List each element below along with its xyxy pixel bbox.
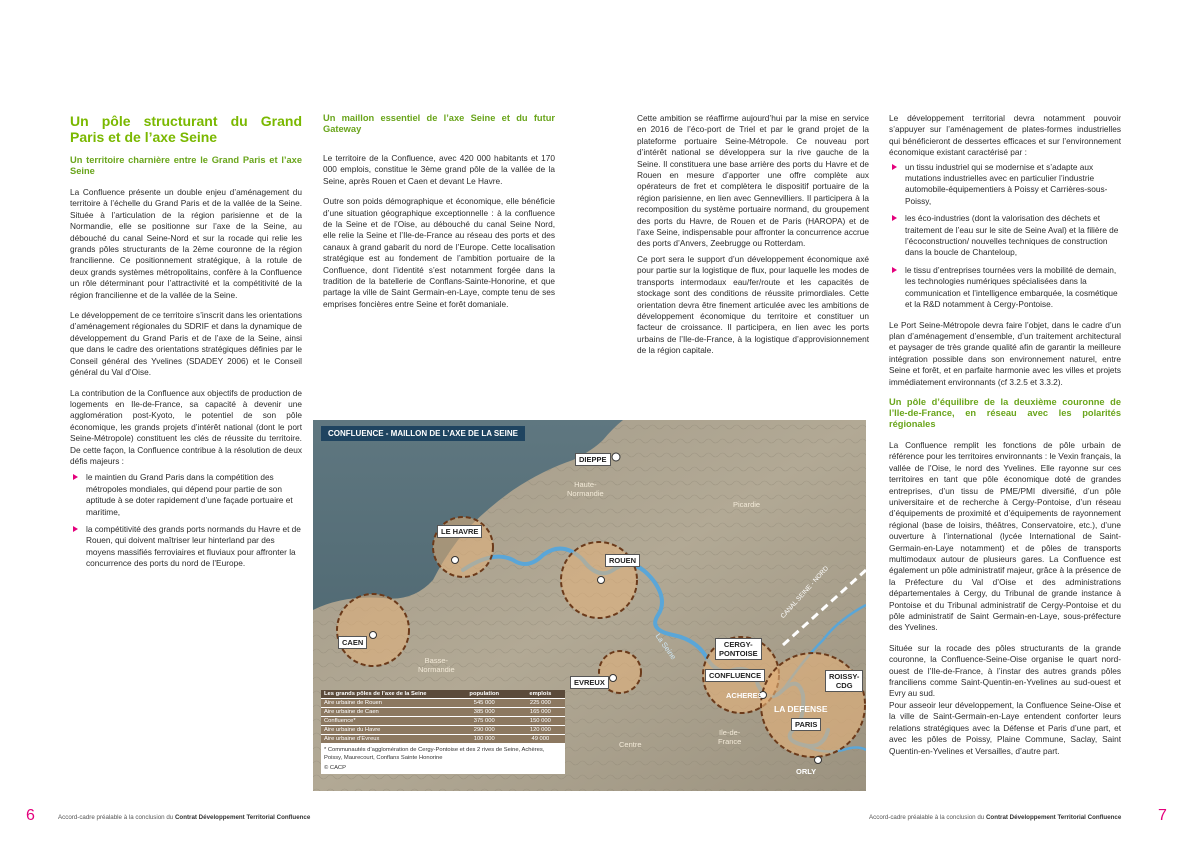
table-cell: Aire urbaine de Rouen — [321, 699, 453, 708]
table-row — [321, 699, 565, 708]
region-basse-normandie: Basse- Normandie — [418, 656, 455, 674]
map-figure — [313, 420, 866, 791]
bullet-list — [889, 162, 1121, 311]
section-subtitle: Un maillon essentiel de l’axe Seine et du futur Gateway — [323, 113, 555, 134]
table-cell: 150 000 — [516, 717, 565, 726]
page-number-right: 7 — [1158, 807, 1167, 824]
section-subtitle: Un pôle d’équilibre de la deuxième couronne de l’Ile-de-France, en réseau avec les polarités régionales — [889, 396, 1121, 429]
map-credit: © CACP — [321, 764, 565, 774]
bullet-list — [70, 472, 302, 569]
column-2 — [323, 113, 555, 319]
legend-header-population: population — [453, 690, 516, 699]
label-confluence: CONFLUENCE — [705, 669, 765, 682]
label-caen: CAEN — [338, 636, 367, 649]
paragraph: Le territoire de la Confluence, avec 420 000 habitants et 170 000 emplois, constitue le 3ème grand pôle de la vallée de la Seine, après Rouen et Caen et devant Le Havre. — [323, 153, 555, 186]
list-item: le maintien du Grand Paris dans la compétition des métropoles mondiales, qui dépend pour partie de son aptitude à se doter rapidement d’une façade portuaire et maritime, — [70, 472, 302, 518]
label-la-defense: LA DEFENSE — [774, 704, 828, 714]
table-row — [321, 708, 565, 717]
table-cell: 165 000 — [516, 708, 565, 717]
region-picardie: Picardie — [733, 500, 761, 509]
table-cell: Aire urbaine d’Evreux — [321, 735, 453, 744]
table-cell: 100 000 — [453, 735, 516, 744]
column-3 — [637, 113, 869, 366]
canal-label: CANAL SEINE - NORD — [779, 565, 831, 620]
table-cell: 385 000 — [453, 708, 516, 717]
paragraph: Le développement territorial devra notamment pouvoir s’appuyer sur l’aménagement de plates-formes industrielles qui bénéficieront de dessertes efficaces et sur l’environnement économique existant caractérisé par : — [889, 113, 1121, 158]
table-cell: Confluence* — [321, 717, 453, 726]
table-cell: 49 000 — [516, 735, 565, 744]
river-label: La Seine — [653, 631, 678, 662]
paragraph: Située sur la rocade des pôles structurants de la grande couronne, la Confluence-Seine-Oise organise le quart nord-ouest de l’Ile-de-France, à l’instar des autres grands pôles franciliens comme Saint-Quentin-en-Yvelines au sud-ouest et Evry au sud. — [889, 642, 1121, 699]
list-item: le tissu d’entreprises tournées vers la mobilité de demain, les technologies numériques spécialisées dans la communication et l’intelligence embarquée, la cosmétique et la R&D notamment à Cergy-Pontoise. — [889, 265, 1121, 311]
table-row — [321, 726, 565, 735]
label-dieppe: DIEPPE — [575, 453, 611, 466]
table-row — [321, 735, 565, 744]
label-cergy-pontoise: CERGY- PONTOISE — [715, 638, 762, 660]
footer-text-right — [869, 814, 1121, 821]
page-number-left: 6 — [26, 807, 35, 824]
label-le-havre: LE HAVRE — [437, 525, 482, 538]
legend-header-emplois: emplois — [516, 690, 565, 699]
list-item: un tissu industriel qui se modernise et s’adapte aux mutations industrielles avec en particulier l’industrie automobile-équipementiers à Poissy et Carrières-sous-Poissy, — [889, 162, 1121, 208]
table-row — [321, 717, 565, 726]
table-cell: Aire urbaine du Havre — [321, 726, 453, 735]
label-roissy: ROISSY- CDG — [825, 670, 863, 692]
region-ile-de-france: Ile-de- France — [718, 728, 742, 746]
table-cell: 290 000 — [453, 726, 516, 735]
table-cell: 545 000 — [453, 699, 516, 708]
paragraph: Le développement de ce territoire s’inscrit dans les orientations d’aménagement régionales du SDRIF et dans la dynamique de développement du Grand Paris et de l’axe de la Seine, ainsi que dans le cadre des orientations stratégiques définies par le Conseil général des Yvelines (SDADEY 2006) et le Conseil général du Val d’Oise. — [70, 310, 302, 378]
table-cell: 225 000 — [516, 699, 565, 708]
legend-note: * Communautés d’agglomération de Cergy-Pontoise et des 2 rives de Seine, Achères, Poissy, Maurecourt, Conflans Sainte Honorine — [321, 743, 565, 764]
section-title: Un pôle structurant du Grand Paris et de l’axe Seine — [70, 113, 302, 145]
paragraph: Le Port Seine-Métropole devra faire l’objet, dans le cadre d’un plan d’aménagement d’ensemble, d’un traitement architectural et paysager de très grande qualité afin de garantir la meilleure intégration possible dans son environnement naturel, entre Seine et forêt, et en parfaite harmonie avec les villes et projets immédiatement environnants (cf 3.2.5 et 3.3.2). — [889, 319, 1121, 387]
section-subtitle: Un territoire charnière entre le Grand Paris et l’axe Seine — [70, 155, 302, 176]
label-rouen: ROUEN — [605, 554, 640, 567]
footer-text-contract: Contrat Développement Territorial Confluence — [985, 814, 1122, 821]
map-title: CONFLUENCE - MAILLON DE L’AXE DE LA SEINE — [321, 426, 525, 441]
list-item: la compétitivité des grands ports normands du Havre et de Rouen, qui doivent maîtriser leur hinterland par des moyens massifiés ferroviaires et fluviaux pour affronter la concurrence des ports du nord de l’Europe. — [70, 524, 302, 570]
paragraph: Outre son poids démographique et économique, elle bénéficie d’une situation géographique exceptionnelle : à la confluence de la Seine et de l’Oise, au débouché du canal Seine Nord, elle relie la Seine et l’Ile-de-France au réseau des ports et des canaux à grand gabarit du nord de l’Europe. Cette localisation stratégique est au fondement de l’ambition portuaire de la Confluence, dont l’identité s’est notamment forgée dans la tradition de la batellerie de Conflans-Sainte-Honorine, et que partage la ville de Saint Germain-en-Laye, compte tenu de ses emprises foncières entre Seine et forêt domaniale. — [323, 196, 555, 309]
column-1 — [70, 113, 302, 579]
footer-text-prefix: Accord-cadre préalable à la conclusion du — [58, 814, 175, 821]
legend-header-pole: Les grands pôles de l’axe de la Seine — [321, 690, 453, 699]
paragraph: La Confluence présente un double enjeu d’aménagement du territoire à l’échelle du Grand Paris et de la vallée de la Seine. Située à l’articulation de la région parisienne et de la Normandie, elle se positionne sur l’axe de la Seine, au débouché du canal Seine-Nord et sur la rocade qui relie les grands pôles structurants de la 2ème couronne de la région francilienne. Ce positionnement stratégique, à la rotule de deux grands systèmes métropolitains, confère à la Confluence un rôle déterminant pour l’attractivité et la compétitivité de la région francilienne et de la vallée de la Seine. — [70, 187, 302, 300]
footer-text-prefix: Accord-cadre préalable à la conclusion du — [869, 814, 986, 821]
paragraph: Pour asseoir leur développement, la Confluence Seine-Oise et la ville de Saint-Germain-en-Laye entendent conforter leurs relations stratégiques avec la Défense et Paris d’une part, et avec les pôles de Poissy, Plaine Commune, Saclay, Saint Quentin-en-Yvelines et Versailles, d’autre part. — [889, 699, 1121, 756]
pole-caen — [337, 594, 409, 666]
paragraph: La contribution de la Confluence aux objectifs de production de logements en Ile-de-France, sa capacité à devenir une agglomération post-Kyoto, le potentiel de son pôle économique, les grands projets d’intérêt national (dont le port Seine-Métropole) constituent les clés de réussite du territoire. De cette façon, la Confluence contribue à la résolution de deux défis majeurs : — [70, 387, 302, 466]
footer-text-left — [58, 814, 310, 821]
footer-text-contract: Contrat Développement Territorial Confluence — [174, 814, 311, 821]
table-cell: 120 000 — [516, 726, 565, 735]
label-acheres: ACHERES — [726, 691, 763, 700]
paragraph: Ce port sera le support d’un développement économique axé pour partie sur la logistique de flux, pour laquelle les modes de transports intermodaux eau/fer/route et les capacités de stockage sont des conditions de réussite primordiales. Cette orientation devra être finement articulée avec les ambitions de développement économique du territoire et constituer un facteur de croissance. Il participera, en lien avec les ports urbains de l’Ile-de-France, à la logistique d’approvisionnement de la région capitale. — [637, 253, 869, 356]
region-haute-normandie: Haute- Normandie — [567, 480, 604, 498]
region-centre: Centre — [619, 740, 642, 749]
list-item: les éco-industries (dont la valorisation des déchets et traitement de l’eau sur le site de Seine Aval) et la filière de l’écoconstruction/ nouvelles techniques de construction dans la boucle de Chanteloup, — [889, 213, 1121, 259]
paragraph: La Confluence remplit les fonctions de pôle urbain de référence pour les territoires environnants : le Vexin français, la vallée de l’Oise, le nord des Yvelines. Elle rayonne sur ces territoires en tant que pôle économique doté de grandes entreprises, d’un tissu de PME/PMI diversifié, d’un pôle universitaire et de recherche à Cergy-Pontoise, d’un réseau d’équipements de proximité et d’équipements de rayonnement régional (base de loisirs, théâtres, Conservatoire, etc.), d’une ouverture à l’international (lycée International de Saint-Germain-en-Laye notamment) et de pôles de transports multimodaux autour de plusieurs gares. La Confluence est également un pôle administratif majeur, grâce à la présence de la Préfecture du Val d’Oise et des administrations départementales à Cergy, du Tribunal de grande instance à Pontoise et du Tribunal administratif de Cergy-Pontoise et du pôle administratif de Saint Germain-en-Laye, sous-préfecture des Yvelines. — [889, 439, 1121, 633]
label-orly: ORLY — [796, 767, 817, 776]
label-evreux: EVREUX — [570, 676, 609, 689]
label-paris: PARIS — [791, 718, 821, 731]
map-legend-table — [321, 690, 565, 774]
table-cell: 375 000 — [453, 717, 516, 726]
table-cell: Aire urbaine de Caen — [321, 708, 453, 717]
column-4 — [889, 113, 1121, 766]
paragraph: Cette ambition se réaffirme aujourd’hui par la mise en service en 2016 de l’éco-port de Triel et par le grand projet de la plateforme portuaire Seine-Métropole. Ce nouveau port d’intérêt national se développera sur la rive gauche de la Seine. Il constituera une base arrière des ports du Havre et de Rouen en mesure d’apporter une offre complète aux opérateurs de fret et complètera le dispositif portuaire de la région parisienne, en lien avec Gennevilliers. Il participera à la recomposition du système portuaire normand, du groupement des ports du Havre, de Rouen et de Paris (HAROPA) et de l’axe Seine, indispensable pour affronter la concurrence accrue des ports d’Anvers, Zeebrugge ou Rotterdam. — [637, 113, 869, 249]
